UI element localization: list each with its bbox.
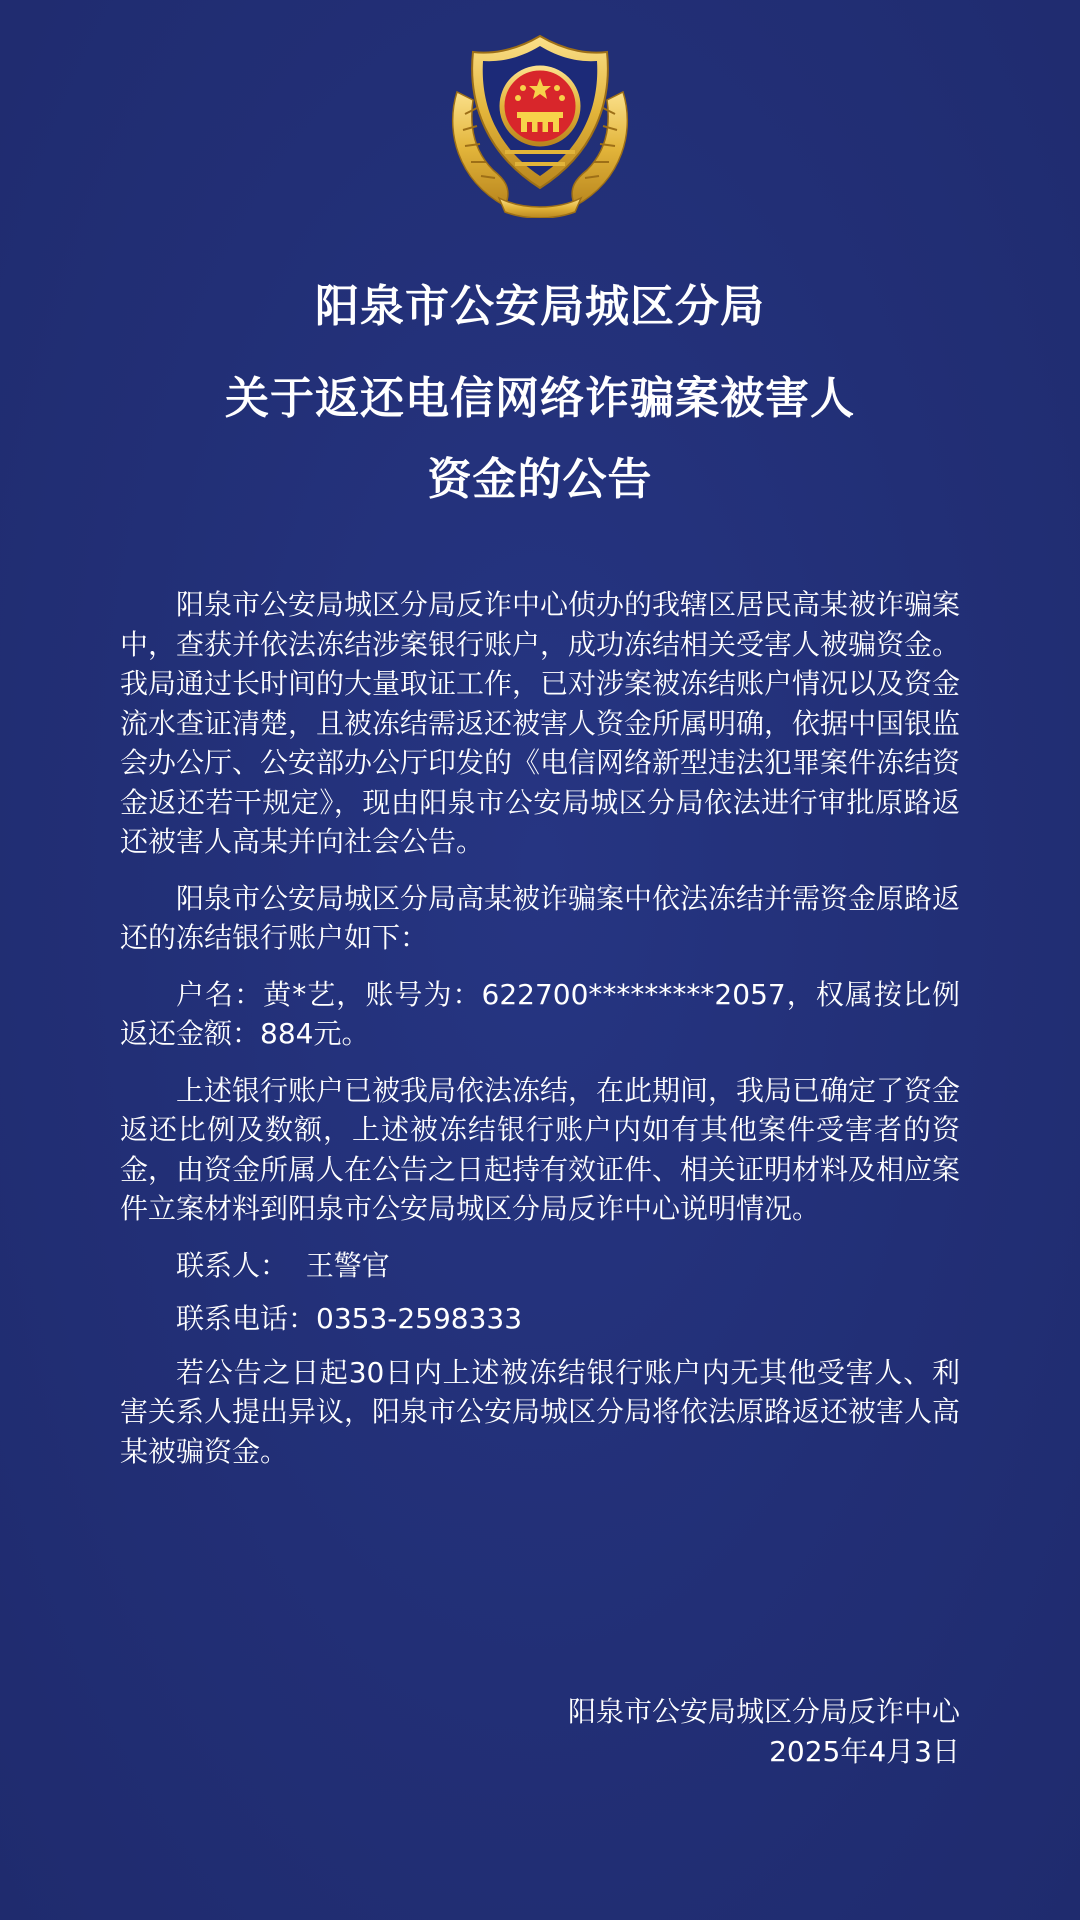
contact-person: 联系人： 王警官	[176, 1248, 390, 1282]
paragraph-claim-instructions: 上述银行账户已被我局依法冻结，在此期间，我局已确定了资金返还比例及数额，上述被冻结银行账户内如有其他案件受害者的资金，由资金所属人在公告之日起持有效证件、相关证明材料及相应案件立案材料到阳泉市公安局城区分局反诈中心说明情况。	[120, 1073, 961, 1225]
title-line-3: 资金的公告	[427, 454, 653, 505]
signature-date: 2025年4月3日	[769, 1735, 960, 1768]
paragraph-account-detail: 户名：黄*艺，账号为：622700*********2057，权属按比例返还金额：884元。	[120, 977, 960, 1050]
paragraph-return-notice: 若公告之日起30日内上述被冻结银行账户内无其他受害人、利害关系人提出异议，阳泉市公安局城区分局将依法原路返还被害人高某被骗资金。	[120, 1355, 961, 1468]
signature-org: 阳泉市公安局城区分局反诈中心	[567, 1695, 960, 1728]
signature-block	[568, 1692, 960, 1772]
paragraph-case-summary: 阳泉市公安局城区分局反诈中心侦办的我辖区居民高某被诈骗案中，查获并依法冻结涉案银行账户，成功冻结相关受害人被骗资金。我局通过长时间的大量取证工作，已对涉案被冻结账户情况以及资金流水查证清楚，且被冻结需返还被害人资金所属明确，依据中国银监会办公厅、公安部办公厅印发的《电信网络新型违法犯罪案件冻结资金返还若干规定》，现由阳泉市公安局城区分局依法进行审批原路返还被害人高某并向社会公告。	[120, 588, 961, 858]
title-line-1: 阳泉市公安局城区分局	[315, 281, 765, 332]
contact-phone: 联系电话：0353-2598333	[176, 1302, 523, 1335]
police-emblem-icon	[443, 30, 637, 218]
title-line-2: 关于返还电信网络诈骗案被害人	[225, 373, 855, 424]
paragraph-frozen-accounts-intro: 阳泉市公安局城区分局高某被诈骗案中依法冻结并需资金原路返还的冻结银行账户如下：	[120, 881, 961, 954]
announcement-body	[120, 585, 960, 1488]
